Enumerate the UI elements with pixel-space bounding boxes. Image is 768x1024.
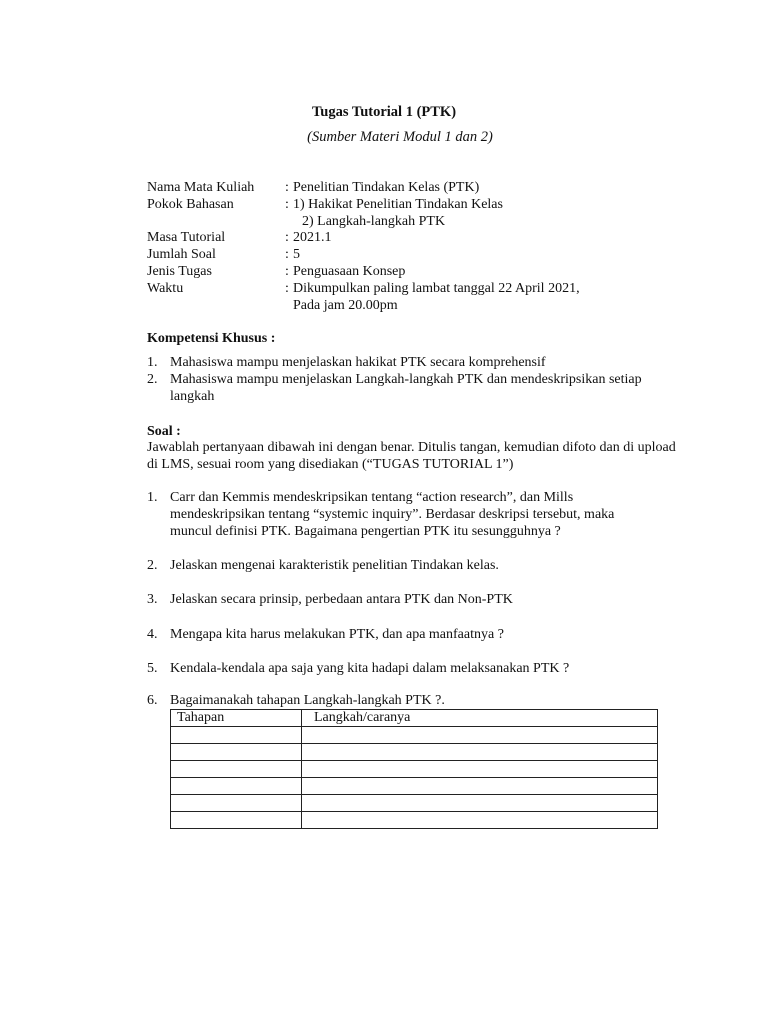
info-label: Waktu (147, 280, 184, 296)
question-item: 6. Bagaimanakah tahapan Langkah-langkah PTK ?. (147, 693, 445, 708)
info-row-time-cont (147, 298, 707, 315)
info-row-course: Nama Mata Kuliah : Penelitian Tindakan Kelas (PTK) (147, 180, 707, 197)
document-title: Tugas Tutorial 1 (PTK) (311, 104, 457, 120)
table-row (171, 727, 658, 744)
soal-instructions: Jawablah pertanyaan dibawah ini dengan benar. Ditulis tangan, kemudian difoto dan di upload di LMS, sesuai room yang disediakan (“TUGAS TUTORIAL 1”) (147, 440, 676, 472)
table-row (171, 744, 658, 761)
column-header-langkah: Langkah/caranya (302, 710, 658, 727)
table-row (171, 812, 658, 829)
info-value: 5 (293, 247, 300, 263)
table-row (171, 795, 658, 812)
info-row-topic-cont (147, 214, 707, 231)
info-row-time: Waktu : Dikumpulkan paling lambat tanggal 22 April 2021, (147, 281, 707, 298)
table-header-row (171, 710, 658, 727)
question-item: 2. Jelaskan mengenai karakteristik penelitian Tindakan kelas. (147, 558, 499, 573)
info-value: 2021.1 (293, 230, 332, 246)
table-row (171, 761, 658, 778)
info-label: Jenis Tugas (147, 263, 212, 279)
column-header-tahapan: Tahapan (171, 710, 302, 727)
table-row (171, 778, 658, 795)
info-row-type: Jenis Tugas : Penguasaan Konsep (147, 264, 707, 281)
question-item: 4. Mengapa kita harus melakukan PTK, dan apa manfaatnya ? (147, 627, 504, 642)
soal-heading: Soal : (147, 424, 181, 439)
info-label: Masa Tutorial (147, 230, 226, 246)
kompetensi-list (147, 354, 667, 405)
info-label: Nama Mata Kuliah (147, 180, 255, 195)
info-value: Penelitian Tindakan Kelas (PTK) (293, 180, 480, 195)
list-item: 1. Mahasiswa mampu menjelaskan hakikat PTK secara komprehensif (147, 355, 546, 370)
info-value-cont: 2) Langkah-langkah PTK (302, 213, 446, 229)
question-item: 3. Jelaskan secara prinsip, perbedaan antara PTK dan Non-PTK (147, 592, 513, 607)
kompetensi-heading: Kompetensi Khusus : (147, 331, 276, 346)
info-label: Jumlah Soal (147, 247, 216, 263)
info-row-topic: Pokok Bahasan : 1) Hakikat Penelitian Tindakan Kelas (147, 197, 707, 214)
steps-table (170, 709, 658, 829)
question-item: 1. Carr dan Kemmis mendeskripsikan tentang “action research”, dan Mills mendeskripsikan tentang “systemic inquiry”. Berdasar deskripsi tersebut, maka muncul definisi PTK. Bagaimana pengertian PTK itu sesungguhnya ? (147, 490, 615, 539)
course-info (147, 180, 707, 314)
info-label: Pokok Bahasan (147, 196, 234, 212)
info-value: Dikumpulkan paling lambat tanggal 22 April 2021, (293, 280, 580, 296)
info-row-period: Masa Tutorial : 2021.1 (147, 230, 707, 247)
question-item: 5. Kendala-kendala apa saja yang kita hadapi dalam melaksanakan PTK ? (147, 661, 570, 676)
info-value: 1) Hakikat Penelitian Tindakan Kelas (293, 196, 503, 212)
document-subtitle: (Sumber Materi Modul 1 dan 2) (307, 129, 493, 145)
info-value: Penguasaan Konsep (293, 263, 406, 279)
info-row-count: Jumlah Soal : 5 (147, 247, 707, 264)
list-item: 2. Mahasiswa mampu menjelaskan Langkah-langkah PTK dan mendeskripsikan setiap langkah (147, 372, 642, 404)
info-value-cont: Pada jam 20.00pm (293, 297, 398, 313)
